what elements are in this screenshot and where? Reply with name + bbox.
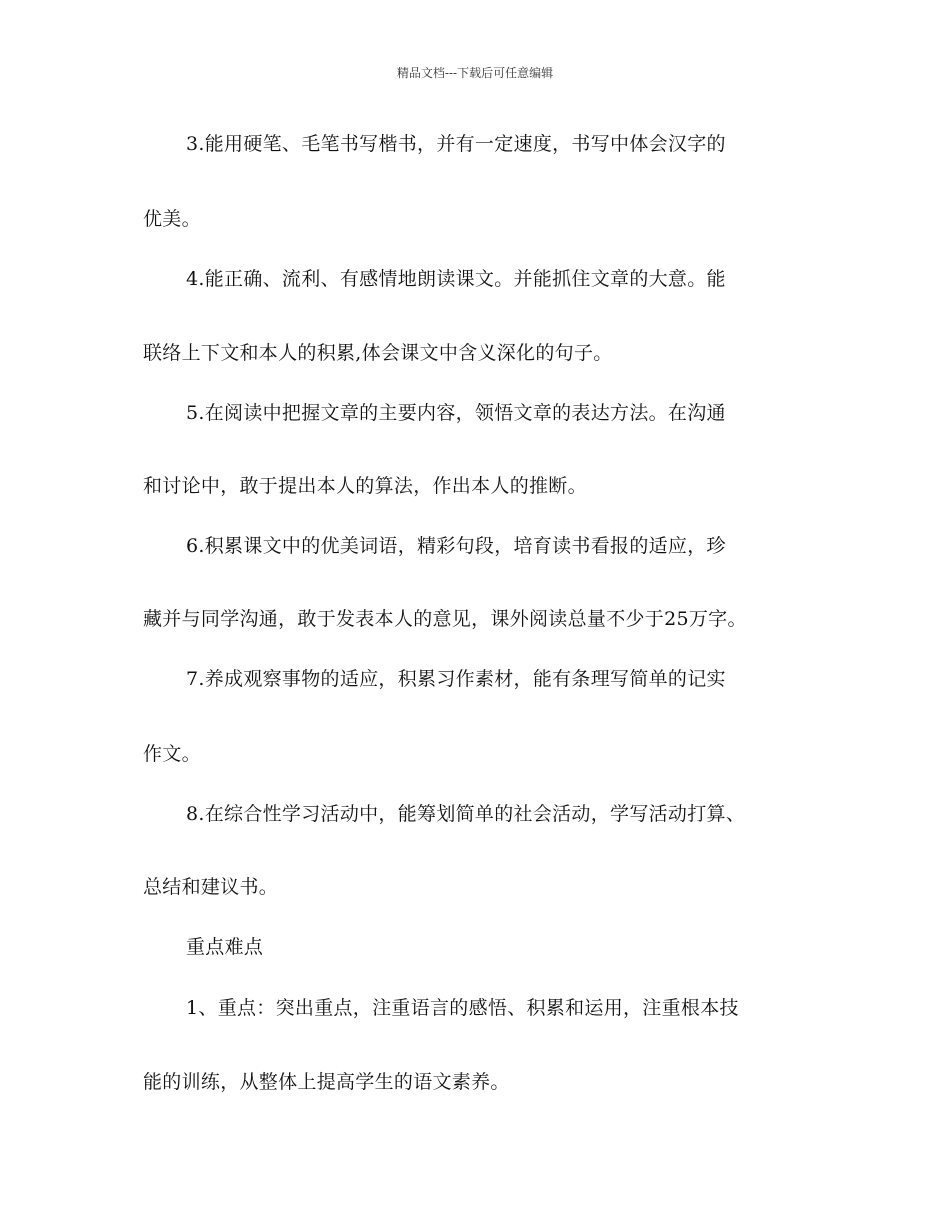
page-header: 精品文档---下载后可任意编辑: [396, 66, 554, 80]
paragraph-line: 能的训练，从整体上提高学生的语文素养。: [143, 1071, 510, 1093]
section-heading: 重点难点: [186, 936, 264, 958]
paragraph-line: 3.能用硬笔、毛笔书写楷书，并有一定速度，书写中体会汉字的: [186, 133, 726, 155]
paragraph-line: 作文。: [143, 743, 201, 765]
paragraph-line: 和讨论中，敢于提出本人的算法，作出本人的推断。: [143, 475, 587, 497]
paragraph-line: 优美。: [143, 208, 201, 230]
paragraph-line: 5.在阅读中把握文章的主要内容，领悟文章的表达方法。在沟通: [186, 402, 726, 424]
paragraph-line: 总结和建议书。: [143, 876, 279, 898]
paragraph-line: 藏并与同学沟通，敢于发表本人的意见，课外阅读总量不少于25万字。: [143, 608, 747, 630]
paragraph-line: 7.养成观察事物的适应，积累习作素材，能有条理写简单的记实: [186, 668, 726, 690]
paragraph-line: 8.在综合性学习活动中，能筹划简单的社会活动，学写活动打算、: [186, 803, 746, 825]
paragraph-line: 6.积累课文中的优美词语，精彩句段，培育读书看报的适应，珍: [186, 535, 726, 557]
paragraph-line: 4.能正确、流利、有感情地朗读课文。并能抓住文章的大意。能: [186, 268, 726, 290]
paragraph-line: 联络上下文和本人的积累,体会课文中含义深化的句子。: [143, 342, 613, 364]
paragraph-line: 1、重点：突出重点，注重语言的感悟、积累和运用，注重根本技: [186, 997, 739, 1019]
